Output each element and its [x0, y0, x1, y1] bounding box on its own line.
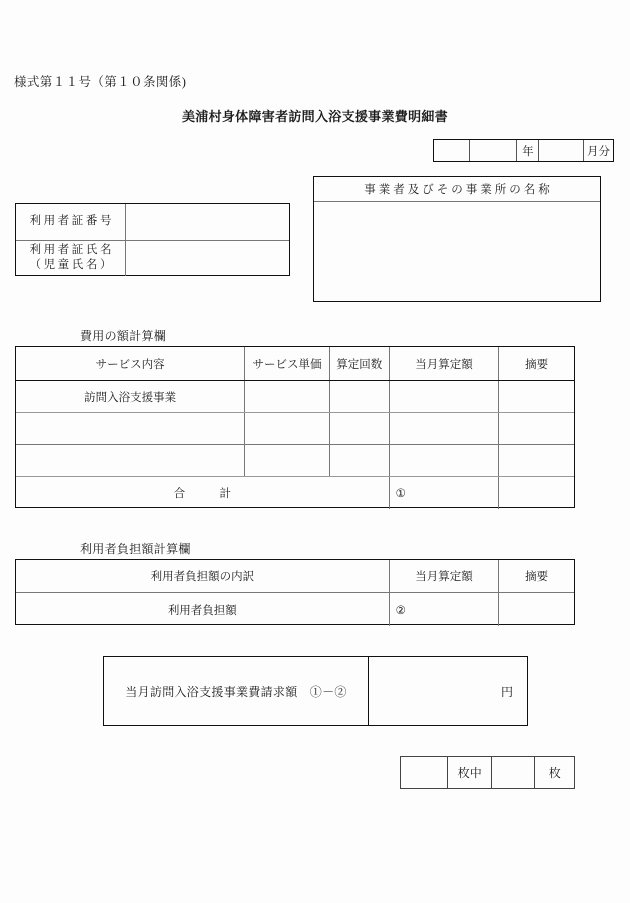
cell-burden-remarks[interactable] [499, 593, 574, 626]
total-remarks[interactable] [499, 477, 574, 509]
cell-remarks[interactable] [499, 381, 574, 412]
year-unit-label: 年 [517, 140, 539, 161]
cost-table-total-row [16, 477, 574, 509]
burden-section-caption: 利用者負担額計算欄 [80, 542, 191, 556]
header-burden-remarks: 摘要 [525, 571, 549, 583]
document-title: 美浦村身体障害者訪問入浴支援事業費明細書 [181, 109, 448, 124]
user-certificate-table [15, 203, 290, 276]
header-calculation-count: 算定回数 [330, 347, 390, 380]
provider-name-heading: 事業者及びその事業所の名称 [314, 177, 600, 202]
month-unit-label: 月分 [587, 145, 610, 158]
cell-unit-price[interactable] [245, 381, 330, 412]
user-name-row [16, 241, 289, 277]
cell-burden-breakdown: 利用者負担額 [16, 593, 390, 626]
label-line-1: 利用者証氏名 [29, 243, 115, 256]
cell-service-content[interactable]: 訪問入浴支援事業 [16, 381, 245, 412]
cell-count[interactable] [330, 381, 390, 412]
user-burden-table [15, 559, 575, 625]
claim-amount-unit: 円 [500, 684, 513, 699]
month-input-cell[interactable] [539, 140, 584, 161]
cost-calculation-table [15, 346, 575, 508]
cost-table-row [16, 381, 574, 413]
page-counter-box [400, 756, 575, 789]
user-certificate-number-label [16, 204, 126, 240]
label-line-1: 利用者証番号 [29, 214, 115, 227]
cell-remarks[interactable] [499, 445, 574, 476]
cost-table-header-row [16, 347, 574, 381]
cell-count[interactable] [330, 413, 390, 444]
cell-service-content[interactable] [16, 413, 245, 444]
cell-month-amount[interactable] [390, 413, 500, 444]
header-burden-month-amount: 当月算定額 [390, 560, 500, 592]
billing-period-box [433, 139, 614, 162]
header-burden-breakdown: 利用者負担額の内訳 [16, 560, 390, 592]
claim-amount-input[interactable] [369, 657, 527, 725]
cell-count[interactable] [330, 445, 390, 476]
header-service-unit-price: サービス単価 [245, 347, 330, 380]
claim-amount-box [103, 656, 528, 726]
provider-name-box [313, 176, 601, 302]
user-name-input[interactable] [126, 241, 289, 277]
total-page-input[interactable] [492, 757, 536, 788]
cost-table-row [16, 413, 574, 445]
cost-section-caption: 費用の額計算欄 [80, 329, 167, 343]
cell-burden-month-amount[interactable]: ② [390, 593, 500, 626]
total-label: 合 計 [16, 477, 390, 509]
page-of-label: 枚中 [448, 757, 492, 788]
cost-table-row [16, 445, 574, 477]
label-line-2: （児童氏名） [29, 259, 115, 272]
cell-unit-price[interactable] [245, 413, 330, 444]
era-input-cell[interactable] [434, 140, 470, 161]
burden-table-header-row [16, 560, 574, 593]
user-certificate-number-input[interactable] [126, 204, 289, 240]
total-month-amount[interactable]: ① [390, 477, 500, 509]
cell-unit-price[interactable] [245, 445, 330, 476]
cell-month-amount[interactable] [390, 445, 500, 476]
header-remarks: 摘要 [525, 358, 549, 371]
user-certificate-number-row [16, 204, 289, 241]
cell-service-content[interactable] [16, 445, 245, 476]
header-month-amount: 当月算定額 [390, 347, 500, 380]
year-input-cell[interactable] [470, 140, 517, 161]
page-unit-label: 枚 [548, 766, 561, 780]
cell-month-amount[interactable] [390, 381, 500, 412]
header-service-content: サービス内容 [16, 347, 245, 380]
burden-table-row [16, 593, 574, 626]
form-number-label: 様式第１１号（第１０条関係) [14, 75, 187, 89]
user-name-label [16, 241, 126, 277]
provider-name-input[interactable] [314, 202, 600, 301]
cell-remarks[interactable] [499, 413, 574, 444]
claim-amount-label: 当月訪問入浴支援事業費請求額 ①－② [104, 657, 369, 725]
current-page-input[interactable] [401, 757, 448, 788]
